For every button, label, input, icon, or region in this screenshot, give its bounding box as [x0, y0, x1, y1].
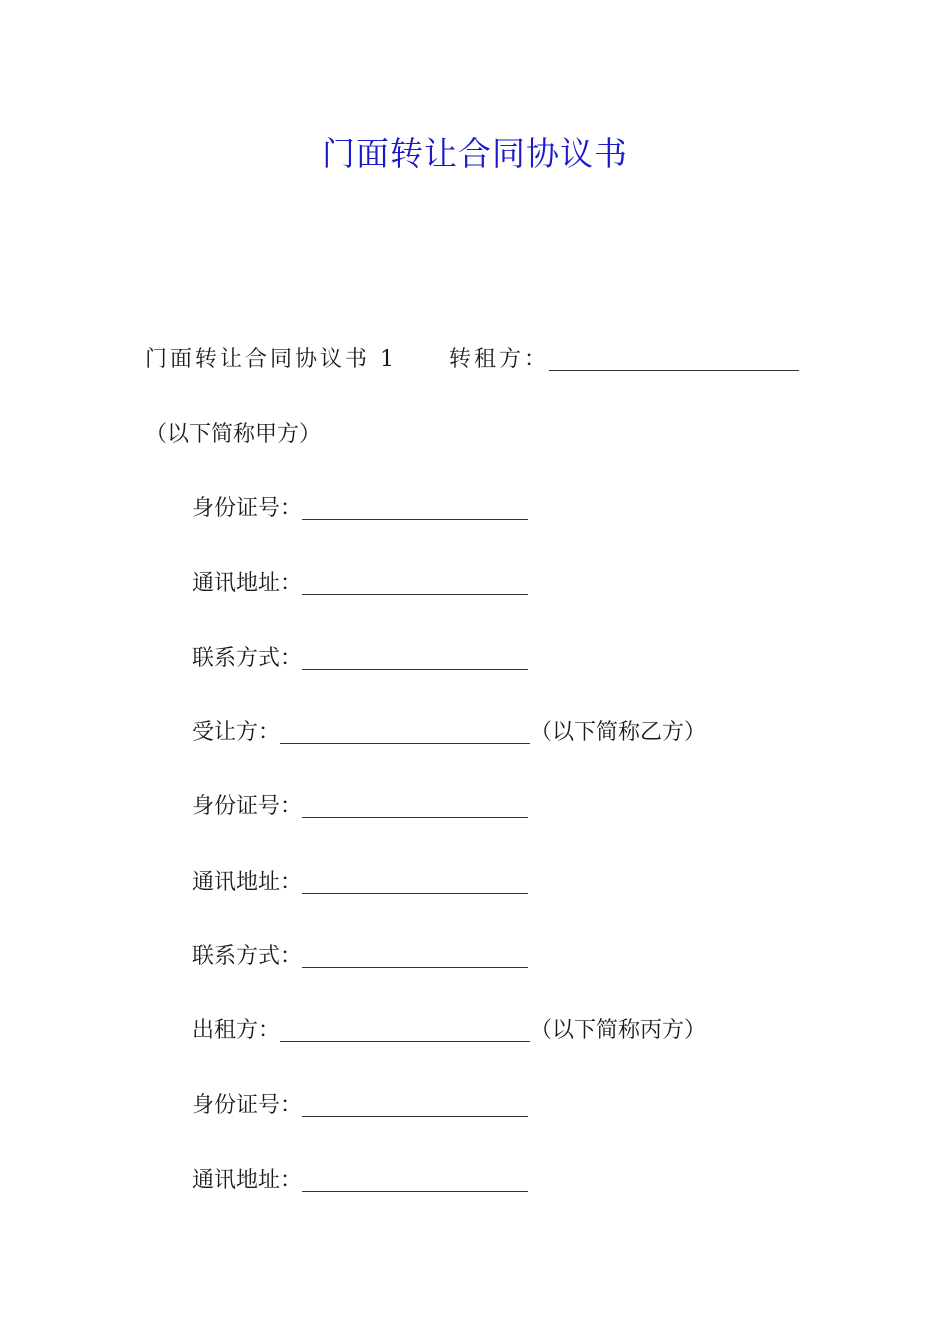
party-b-abbrev: （以下简称乙方）: [530, 720, 707, 745]
party-c-line: [192, 1016, 706, 1046]
field-label: 通讯地址：: [192, 1168, 303, 1193]
field-label: 身份证号：: [192, 1093, 303, 1118]
field-label: 身份证号：: [192, 794, 303, 819]
party-a-abbrev: （以下简称甲方）: [145, 422, 322, 447]
party-c-id-line: [192, 1091, 528, 1121]
party-a-id-line: [192, 494, 528, 524]
party-b-contact-blank[interactable]: [302, 945, 528, 968]
party-b-blank[interactable]: [280, 721, 530, 744]
party-b-label: 受让方：: [192, 720, 281, 745]
party-a-abbrev-line: [145, 420, 321, 450]
party-b-address-line: [192, 868, 528, 898]
field-label: 身份证号：: [192, 496, 303, 521]
party-c-abbrev: （以下简称丙方）: [530, 1018, 707, 1043]
transferor-label: 转租方：: [449, 347, 550, 372]
field-label: 联系方式：: [192, 646, 303, 671]
party-b-id-line: [192, 792, 528, 822]
party-a-address-line: [192, 569, 528, 599]
party-c-address-line: [192, 1166, 528, 1196]
party-b-line: [192, 718, 706, 748]
document-title: 门面转让合同协议书: [322, 134, 628, 173]
party-c-id-blank[interactable]: [302, 1094, 528, 1117]
party-a-id-blank[interactable]: [302, 497, 528, 520]
party-b-address-blank[interactable]: [302, 871, 528, 894]
party-c-address-blank[interactable]: [302, 1169, 528, 1192]
party-a-address-blank[interactable]: [302, 572, 528, 595]
party-c-blank[interactable]: [280, 1019, 530, 1042]
transferor-blank[interactable]: [549, 348, 799, 371]
field-label: 通讯地址：: [192, 870, 303, 895]
intro-heading: 门面转让合同协议书 1: [145, 347, 397, 372]
party-a-contact-line: [192, 644, 528, 674]
party-b-contact-line: [192, 942, 528, 972]
party-c-label: 出租方：: [192, 1018, 281, 1043]
field-label: 通讯地址：: [192, 571, 303, 596]
field-label: 联系方式：: [192, 944, 303, 969]
intro-line: [145, 345, 799, 375]
party-a-contact-blank[interactable]: [302, 647, 528, 670]
party-b-id-blank[interactable]: [302, 795, 528, 818]
